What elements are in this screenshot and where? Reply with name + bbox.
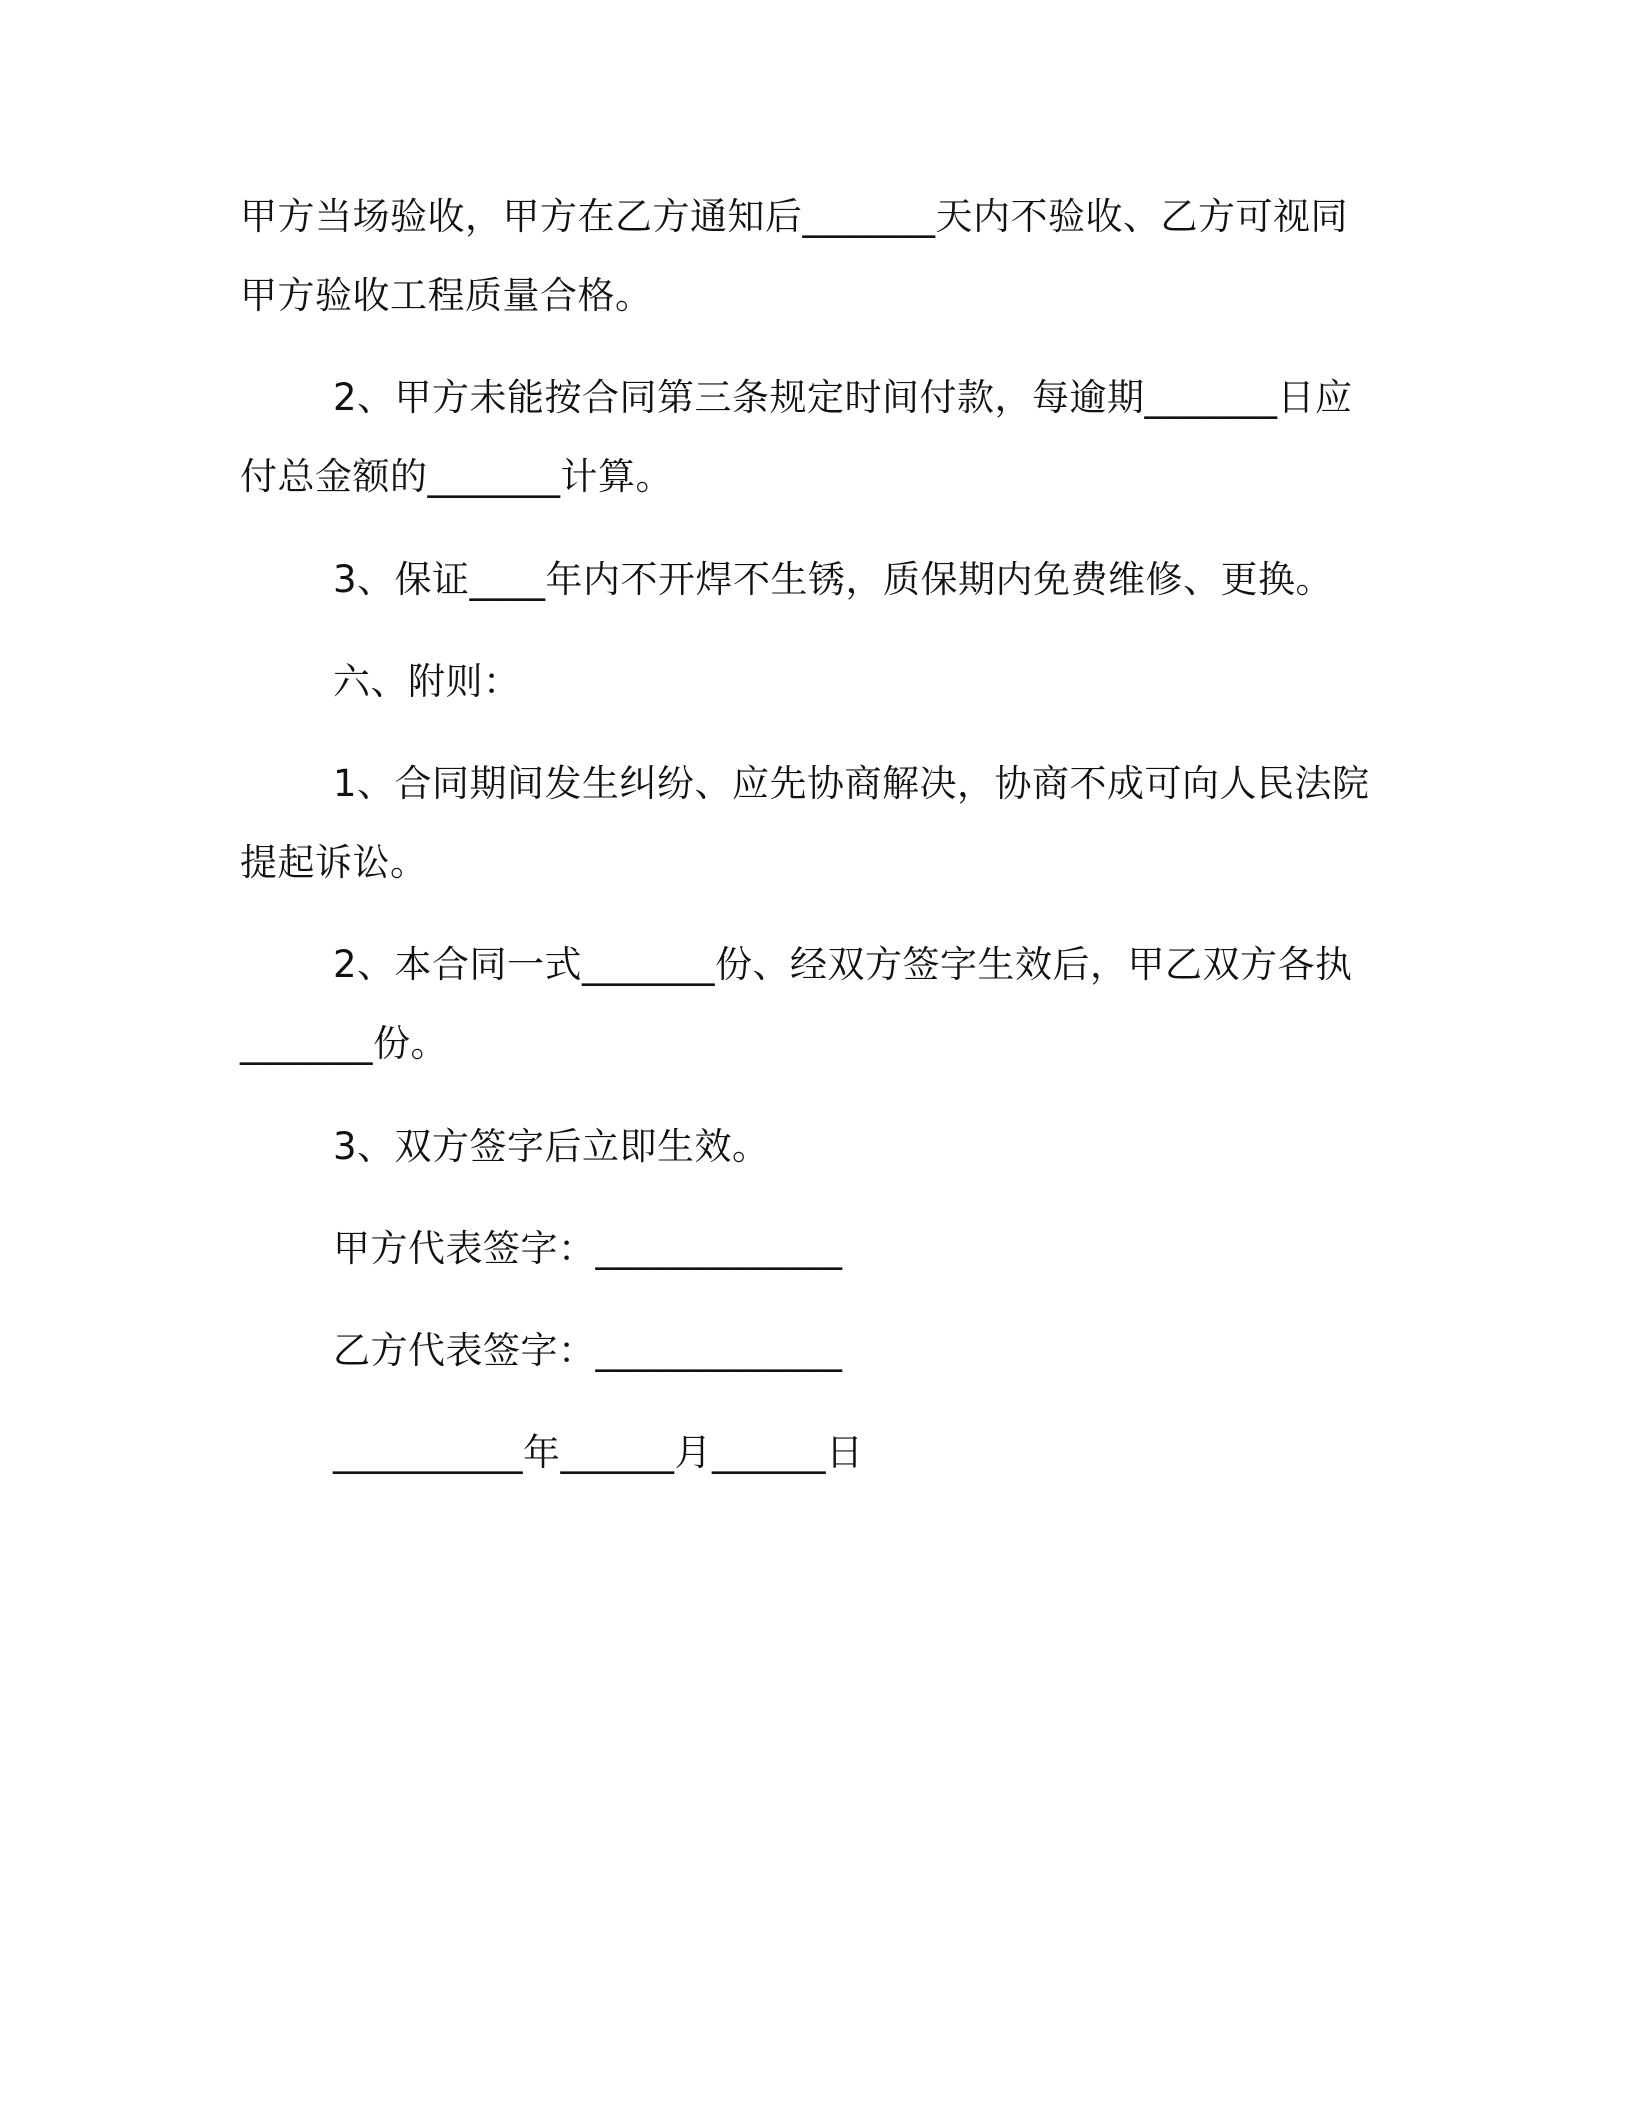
paragraph-copies-line-2: _______份。 <box>240 1022 448 1065</box>
signing-date: __________年______月______日 <box>333 1431 864 1474</box>
party-a-signature: 甲方代表签字：_____________ <box>333 1227 843 1270</box>
section-heading-supplementary: 六、附则： <box>333 660 521 703</box>
paragraph-warranty: 3、保证____年内不开焊不生锈，质保期内免费维修、更换。 <box>333 558 1334 601</box>
paragraph-dispute-line-1: 1、合同期间发生纠纷、应先协商解决，协商不成可向人民法院 <box>333 762 1370 805</box>
paragraph-acceptance-line-2: 甲方验收工程质量合格。 <box>240 274 653 317</box>
paragraph-acceptance-line-1: 甲方当场验收，甲方在乙方通知后_______天内不验收、乙方可视同 <box>240 195 1348 238</box>
paragraph-copies-line-1: 2、本合同一式_______份、经双方签字生效后，甲乙双方各执 <box>333 943 1353 986</box>
paragraph-dispute-line-2: 提起诉讼。 <box>240 841 428 884</box>
paragraph-payment-line-1: 2、甲方未能按合同第三条规定时间付款，每逾期_______日应 <box>333 376 1353 419</box>
paragraph-payment-line-2: 付总金额的_______计算。 <box>240 455 673 498</box>
party-b-signature: 乙方代表签字：_____________ <box>333 1329 843 1372</box>
paragraph-effective: 3、双方签字后立即生效。 <box>333 1125 770 1168</box>
